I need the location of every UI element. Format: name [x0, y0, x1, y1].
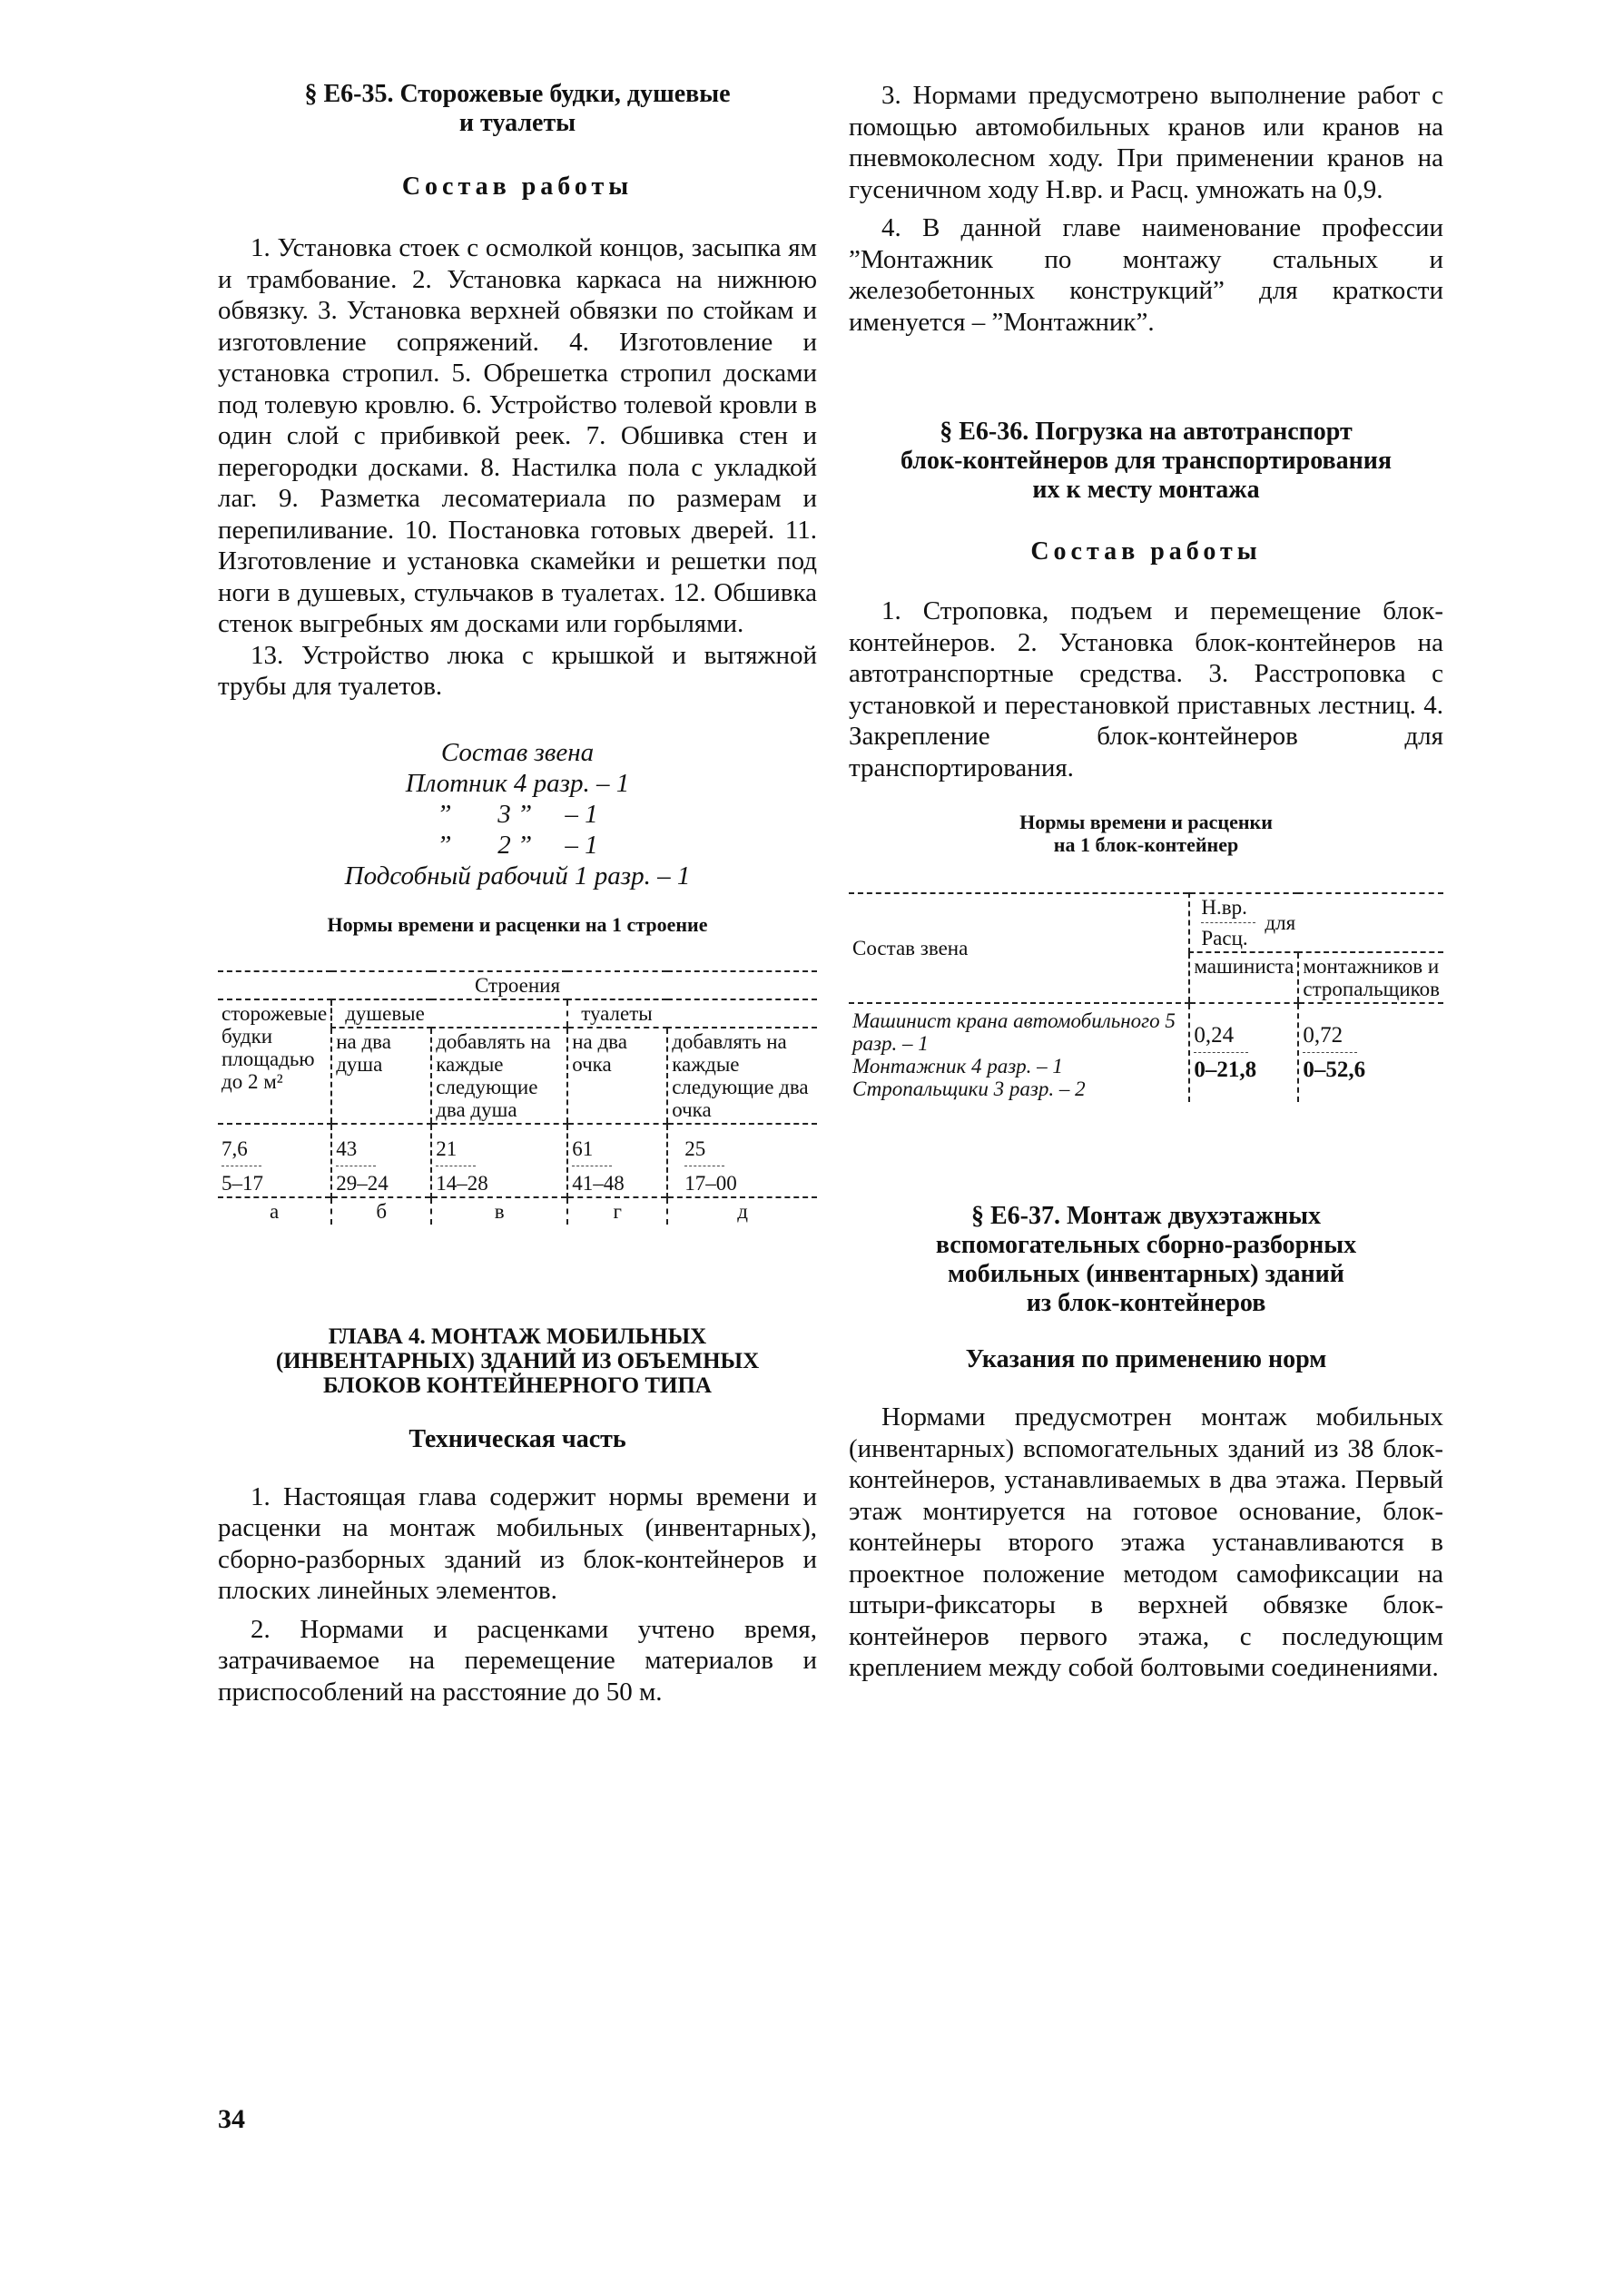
norms-line: Нормы времени и расценки — [1019, 811, 1273, 833]
tech-paragraph-3: 3. Нормами предусмотрено выполнение работ с помощью автомобильных кранов или кранов на пневмоколесном ходу. При применении кранов на гусеничном ходу Н.вр. и Расц. умножать на 0,9. — [849, 81, 1443, 204]
nvr-value: 0,72 — [1303, 1023, 1343, 1048]
title-line: (ИНВЕНТАРНЫХ) ЗДАНИЙ ИЗ ОБЪЕМНЫХ — [275, 1348, 760, 1373]
column-letter: г — [567, 1197, 667, 1225]
nvr-value: 0,24 — [1194, 1023, 1235, 1048]
rasc-value: 17–00 — [684, 1171, 737, 1195]
norms-heading: Нормы времени и расценки на 1 строение — [327, 912, 708, 936]
tech-paragraph-2: 2. Нормами и расценками учтено время, затрачиваемое на перемещение материалов и приспособлений на расстояние до 50 м. — [218, 1614, 817, 1707]
title-line: вспомогательных сборно-разборных — [935, 1231, 1357, 1259]
section-e6-36-title — [849, 418, 1443, 505]
crew-title: Состав звена — [440, 737, 595, 767]
crew-line: Стропальщики 3 разр. – 2 — [852, 1077, 1086, 1100]
title-line: из блок-контейнеров — [1026, 1289, 1266, 1317]
column-letter: б — [331, 1197, 431, 1225]
nvr-value: 61 — [572, 1136, 594, 1160]
right-column — [849, 80, 1443, 1684]
fraction-separator — [1201, 922, 1255, 923]
crew-composition — [218, 737, 817, 891]
left-column — [218, 80, 817, 1707]
norms-line: на 1 блок-контейнер — [1053, 833, 1239, 856]
crew-cell — [849, 1003, 1189, 1102]
header-dush-add: добавлять на каждые следующие два душа — [431, 1028, 567, 1124]
nvr-value: 25 — [684, 1136, 706, 1160]
title-line: и туалеты — [458, 109, 576, 137]
tech-part-heading: Техническая часть — [408, 1424, 626, 1453]
title-line: их к месту монтажа — [1032, 476, 1260, 504]
title-line: § Е6-36. Погрузка на автотранспорт — [940, 418, 1353, 446]
section-e6-37-title — [849, 1202, 1443, 1318]
rasc-value: 0–52,6 — [1303, 1058, 1366, 1082]
tech-paragraph-1: 1. Настоящая глава содержит нормы времени и расценки на монтаж мобильных (инвентарных), сборно-разборных зданий из блок-контейнеров и плоских линейных элементов. — [218, 1481, 817, 1605]
title-line: § Е6-37. Монтаж двухэтажных — [970, 1202, 1322, 1230]
header-mont: монтажников и стропальщиков — [1298, 952, 1443, 1003]
value-cell — [331, 1124, 431, 1197]
nvr-value: 21 — [436, 1136, 458, 1160]
rasc-value: 0–21,8 — [1194, 1058, 1257, 1082]
rasc-label: Расц. — [1201, 927, 1248, 950]
ukazania-heading: Указания по применению норм — [965, 1345, 1327, 1373]
sostav-heading: Состав работы — [1030, 537, 1262, 566]
ukazania-body: Нормами предусмотрен монтаж мобильных (инвентарных) вспомогательных зданий из 38 блок-контейнеров, устанавливаемых в два этажа. Первый этаж монтируется на готовое основание, блок-контейнеры второго этажа устанавливаются в проектное положение методом самофиксации на штыри-фиксаторы в верхней обвязке блок-контейнеров первого этажа, с последующим креплением между собой болтовыми соединениями. — [849, 1402, 1443, 1682]
title-line: блок-контейнеров для транспортирования — [900, 447, 1393, 475]
work-description-cont: 13. Устройство люка с крышкой и вытяжной трубы для туалетов. — [218, 640, 817, 701]
header-zveno: Состав звена — [849, 893, 1189, 1003]
column-letter: д — [667, 1197, 817, 1225]
crew-line: ” 2 ” – 1 — [437, 830, 598, 860]
title-line: § Е6-35. Сторожевые будки, душевые — [304, 80, 731, 108]
column-letter: в — [431, 1197, 567, 1225]
crew-line: ” 3 ” – 1 — [437, 799, 598, 829]
rasc-value: 5–17 — [221, 1171, 263, 1195]
title-line: БЛОКОВ КОНТЕЙНЕРНОГО ТИПА — [323, 1373, 712, 1398]
crew-line: Подсобный рабочий 1 разр. – 1 — [344, 861, 691, 891]
crew-line: Плотник 4 разр. – 1 — [405, 768, 630, 798]
value-cell — [1298, 1003, 1443, 1102]
crew-line: Монтажник 4 разр. – 1 — [852, 1055, 1063, 1077]
chapter-4-title — [218, 1324, 817, 1398]
rasc-value: 14–28 — [436, 1171, 488, 1195]
column-letter: а — [269, 1199, 280, 1223]
value-cell — [218, 1124, 331, 1197]
rasc-value: 29–24 — [336, 1171, 389, 1195]
nvr-label: Н.вр. — [1201, 896, 1247, 919]
tech-paragraph-4: 4. В данной главе наименование профессии ”Монтажник по монтажу стальных и железобетонных конструкций” для краткости именуется – ”Монтажник”. — [849, 213, 1443, 337]
value-cell — [667, 1124, 817, 1197]
header-dush: душевые — [331, 999, 567, 1028]
value-cell — [567, 1124, 667, 1197]
header-tual: туалеты — [567, 999, 817, 1028]
page-number: 34 — [218, 2104, 245, 2134]
sostav-heading: Состав работы — [401, 172, 634, 201]
section-e6-35-title — [218, 80, 817, 138]
header-storozh: сторожевые будки площадью до 2 м² — [218, 999, 331, 1124]
work-description: 1. Установка стоек с осмолкой концов, засыпка ям и трамбование. 2. Установка каркаса на нижнюю обвязку. 3. Установка верхней обвязки по стойкам и изготовление сопряжений. 4. Изготовление и установка стропил. 5. Обрешетка стропил досками под толевую кровлю. 6. Устройство толевой кровли в один слой с прибивкой реек. 7. Обшивка стен и перегородки досками. 8. Настилка пола с укладкой лаг. 9. Разметка лесоматериала по размерам и перепиливание. 10. Постановка готовых дверей. 11. Изготовление и установка скамейки и решетки под ноги в душевых, стульчаков в туалетах. 12. Обшивка стенок выгребных ям досками или горбылями. — [218, 233, 817, 638]
crew-line: Машинист крана автомобильного 5 разр. – 1 — [852, 1009, 1176, 1055]
norms-heading — [849, 811, 1443, 856]
title-line: ГЛАВА 4. МОНТАЖ МОБИЛЬНЫХ — [328, 1323, 707, 1349]
header-tual-2: на два очка — [567, 1028, 667, 1124]
header-mash: машиниста — [1189, 952, 1298, 1003]
fraction-separator — [1194, 1052, 1248, 1053]
value-cell — [1189, 1003, 1298, 1102]
header-nvr-rasc — [1189, 893, 1443, 952]
nvr-value: 43 — [336, 1136, 358, 1160]
norms-table-e6-36 — [849, 892, 1443, 1102]
work-description: 1. Строповка, подъем и перемещение блок-контейнеров. 2. Установка блок-контейнеров на автотранспортные средства. 3. Расстроповка с установкой и перестановкой приставных лестниц. 4. Закрепление блок-контейнеров для транспортирования. — [849, 596, 1443, 782]
header-tual-add: добавлять на каждые следующие два очка — [667, 1028, 817, 1124]
header-dush-2: на два душа — [331, 1028, 431, 1124]
dlya-label: для — [1265, 911, 1296, 934]
title-line: мобильных (инвентарных) зданий — [948, 1260, 1344, 1288]
header-stroenia: Строения — [218, 971, 817, 999]
rasc-value: 41–48 — [572, 1171, 625, 1195]
nvr-value: 7,6 — [221, 1136, 248, 1160]
fraction-separator — [1303, 1052, 1357, 1053]
value-cell — [431, 1124, 567, 1197]
norms-table-e6-35 — [218, 970, 817, 1225]
